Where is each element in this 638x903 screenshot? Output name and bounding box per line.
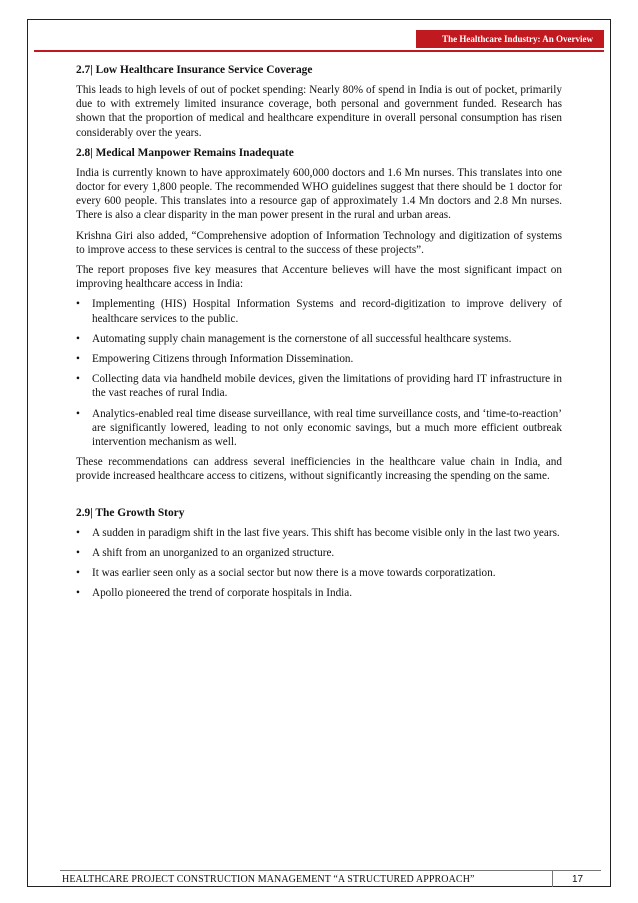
list-item: • Collecting data via handheld mobile devices, given the limitations of providing hard IT infrastructure in the vast reaches of rural India. (76, 373, 562, 400)
bullet-icon: • (76, 332, 80, 345)
bullet-icon: • (76, 298, 80, 311)
list-item: • Automating supply chain management is the cornerstone of all successful healthcare systems. (76, 332, 512, 345)
bullet-icon: • (76, 546, 80, 559)
header-tag: The Healthcare Industry: An Overview (416, 30, 604, 48)
page-content (76, 63, 562, 606)
bullet-icon: • (76, 353, 80, 366)
section-2-9-heading: 2.9| The Growth Story (76, 506, 185, 519)
bullet-icon: • (76, 526, 80, 539)
section-2-8-paragraph-4: These recommendations can address several inefficiencies in the healthcare value chain in India, and provide increased healthcare access to citizens, without significantly increasing the spending on the same. (76, 456, 562, 483)
section-2-7-paragraph: This leads to high levels of out of pocket spending: Nearly 80% of spend in India is out of pocket, primarily due to with extremely limited insurance coverage, both personal and government funded. Research has shown that the proportion of medical and healthcare expenditure in overall personal consumption has risen considerably over the years. (76, 84, 562, 139)
key-measures-list (76, 297, 562, 449)
list-item: • Empowering Citizens through Information Dissemination. (76, 353, 354, 366)
section-2-8-paragraph-1: India is currently known to have approximately 600,000 doctors and 1.6 Mn nurses. This translates into one doctor for every 1,800 people. The recommended WHO guidelines suggest that there should be 1 doctor for every 600 people. This translates into a resource gap of approximately 1.4 Mn doctors and 2.8 Mn nurses. There is also a clear disparity in the man power present in the rural and urban areas. (76, 166, 562, 222)
list-item: • Apollo pioneered the trend of corporate hospitals in India. (76, 587, 353, 600)
bullet-icon: • (76, 567, 80, 580)
list-item: • It was earlier seen only as a social sector but now there is a move towards corporatization. (76, 567, 496, 580)
section-2-7-heading: 2.7| Low Healthcare Insurance Service Coverage (76, 64, 313, 76)
section-2-8-heading: 2.8| Medical Manpower Remains Inadequate (76, 146, 294, 159)
list-item: • A sudden in paradigm shift in the last five years. This shift has become visible only in the last two years. (76, 526, 560, 539)
bullet-icon: • (76, 407, 80, 420)
footer-separator (552, 870, 553, 887)
list-item: • Analytics-enabled real time disease surveillance, with real time surveillance costs, and ‘time-to-reaction’ are significantly lowered, leading to not only economic savings, but a much more efficient outbreak intervention mechanism as well. (76, 407, 562, 449)
list-item: • A shift from an unorganized to an organized structure. (76, 546, 335, 559)
bullet-icon: • (76, 587, 80, 600)
footer-rule (60, 870, 601, 871)
bullet-icon: • (76, 373, 80, 386)
growth-story-list (76, 526, 562, 601)
list-item: • Implementing (HIS) Hospital Information Systems and record-digitization to improve delivery of healthcare services to the public. (76, 298, 562, 325)
header-rule (34, 50, 604, 52)
section-2-8-paragraph-2: Krishna Giri also added, “Comprehensive adoption of Information Technology and digitization of systems to improve access to these services is central to the success of these projects”. (76, 229, 562, 256)
footer-title: HEALTHCARE PROJECT CONSTRUCTION MANAGEMENT “A STRUCTURED APPROACH” (62, 874, 475, 885)
section-2-8-paragraph-3: The report proposes five key measures that Accenture believes will have the most significant impact on improving healthcare access in India: (76, 264, 562, 291)
page-number: 17 (572, 874, 584, 885)
